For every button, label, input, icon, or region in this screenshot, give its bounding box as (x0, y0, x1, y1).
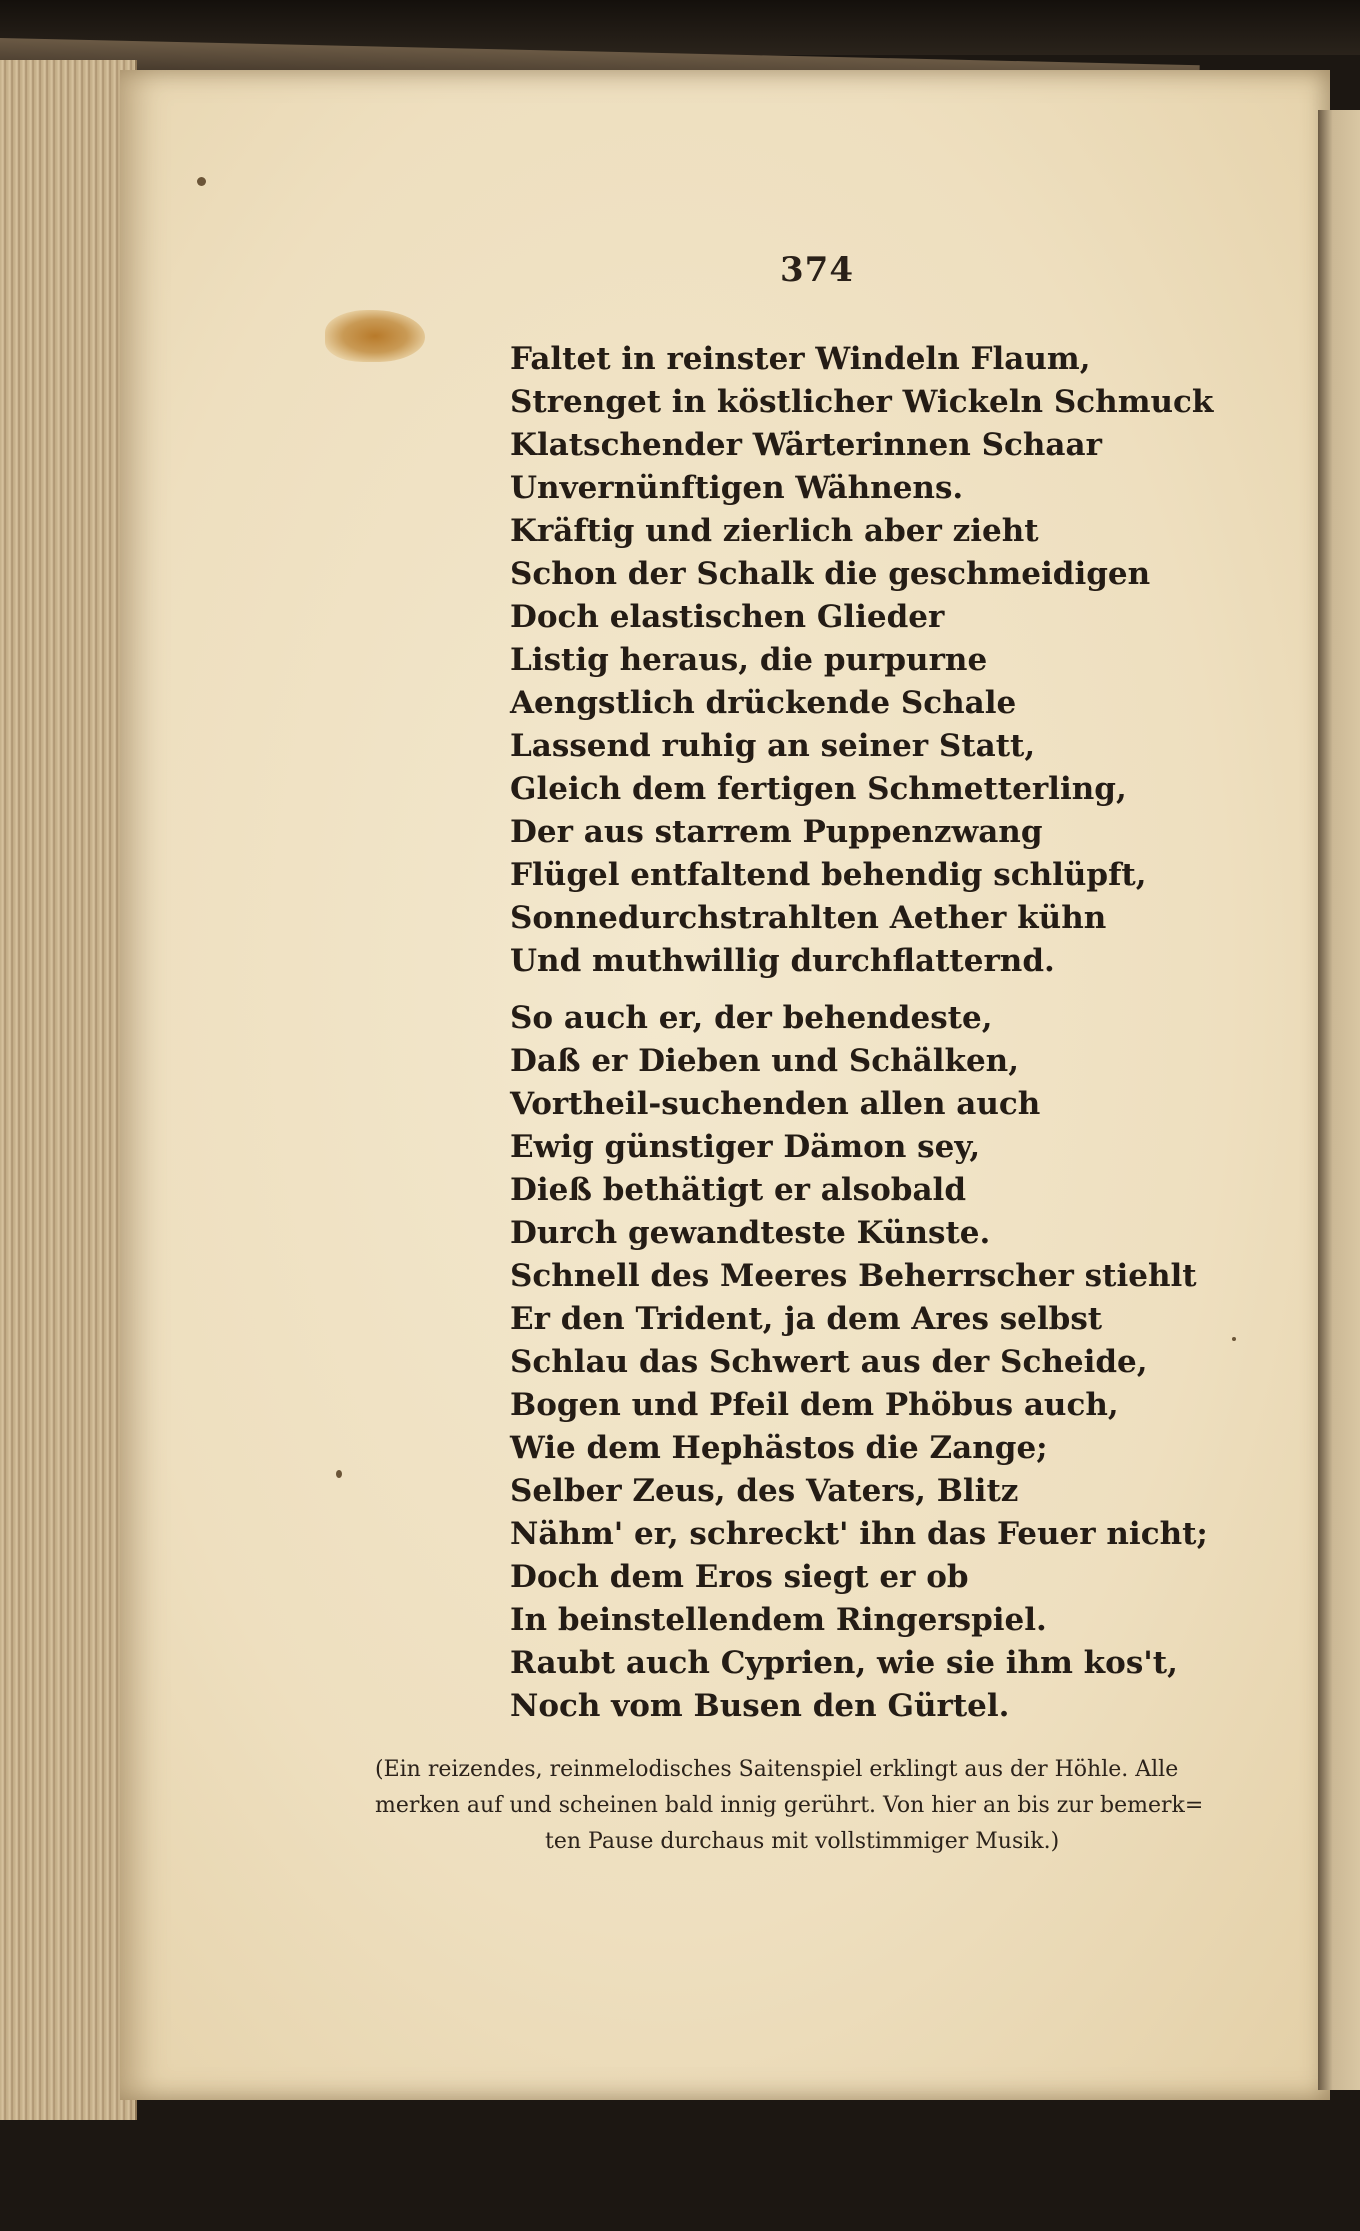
paper-spot (1232, 1337, 1236, 1341)
poem-line: Faltet in reinster Windeln Flaum, (510, 341, 1091, 377)
poem-line: Schnell des Meeres Beherrscher stiehlt (510, 1258, 1197, 1294)
stage-direction-line: merken auf und scheinen bald innig gerührt. Von hier an bis zur bemerk= (375, 1793, 1204, 1818)
page-edges (0, 60, 137, 2120)
poem-line: Schlau das Schwert aus der Scheide, (510, 1344, 1148, 1380)
poem-line: Schon der Schalk die geschmeidigen (510, 556, 1151, 592)
poem-line: In beinstellendem Ringerspiel. (510, 1602, 1047, 1638)
poem-line: Aengstlich drückende Schale (510, 685, 1017, 721)
poem-line: Wie dem Hephästos die Zange; (510, 1430, 1048, 1466)
poem-line: Lassend ruhig an seiner Statt, (510, 728, 1036, 764)
poem-line: Vortheil-suchenden allen auch (510, 1086, 1041, 1122)
stage-direction (375, 1752, 1265, 1860)
paper-spot (336, 1470, 342, 1478)
poem-line: Noch vom Busen den Gürtel. (510, 1688, 1010, 1724)
poem-line: Er den Trident, ja dem Ares selbst (510, 1301, 1103, 1337)
stage-direction-line: ten Pause durchaus mit vollstimmiger Musik.) (545, 1829, 1060, 1854)
poem-line: Klatschender Wärterinnen Schaar (510, 427, 1102, 463)
poem-line: Durch gewandteste Künste. (510, 1215, 991, 1251)
poem-line: Daß er Dieben und Schälken, (510, 1043, 1020, 1079)
poem-line: Doch elastischen Glieder (510, 599, 945, 635)
poem-line: Sonnedurchstrahlten Aether kühn (510, 900, 1107, 936)
poem-line: Doch dem Eros siegt er ob (510, 1559, 969, 1595)
poem-line: Selber Zeus, des Vaters, Blitz (510, 1473, 1019, 1509)
poem-line: So auch er, der behendeste, (510, 1000, 993, 1036)
poem-line: Nähm' er, schreckt' ihn das Feuer nicht; (510, 1516, 1208, 1552)
poem-line: Der aus starrem Puppenzwang (510, 814, 1043, 850)
stage-direction-line: (Ein reizendes, reinmelodisches Saitenspiel erklingt aus der Höhle. Alle (375, 1757, 1179, 1782)
poem-line: Unvernünftigen Wähnens. (510, 470, 964, 506)
facing-page-edge (1318, 110, 1360, 2090)
poem-line: Raubt auch Cyprien, wie sie ihm kos't, (510, 1645, 1178, 1681)
poem-line: Strenget in köstlicher Wickeln Schmuck (510, 384, 1214, 420)
paper-spot (197, 177, 206, 186)
poem-line: Und muthwillig durchflatternd. (510, 943, 1055, 979)
poem-line: Kräftig und zierlich aber zieht (510, 513, 1039, 549)
poem-line: Ewig günstiger Dämon sey, (510, 1129, 981, 1165)
poem-line: Bogen und Pfeil dem Phöbus auch, (510, 1387, 1119, 1423)
poem-line: Gleich dem fertigen Schmetterling, (510, 771, 1127, 807)
page-number: 374 (780, 250, 854, 290)
ink-stain (325, 310, 425, 362)
poem-line: Listig heraus, die purpurne (510, 642, 988, 678)
poem-text (510, 338, 1213, 1728)
poem-line: Dieß bethätigt er alsobald (510, 1172, 967, 1208)
poem-line: Flügel entfaltend behendig schlüpft, (510, 857, 1147, 893)
